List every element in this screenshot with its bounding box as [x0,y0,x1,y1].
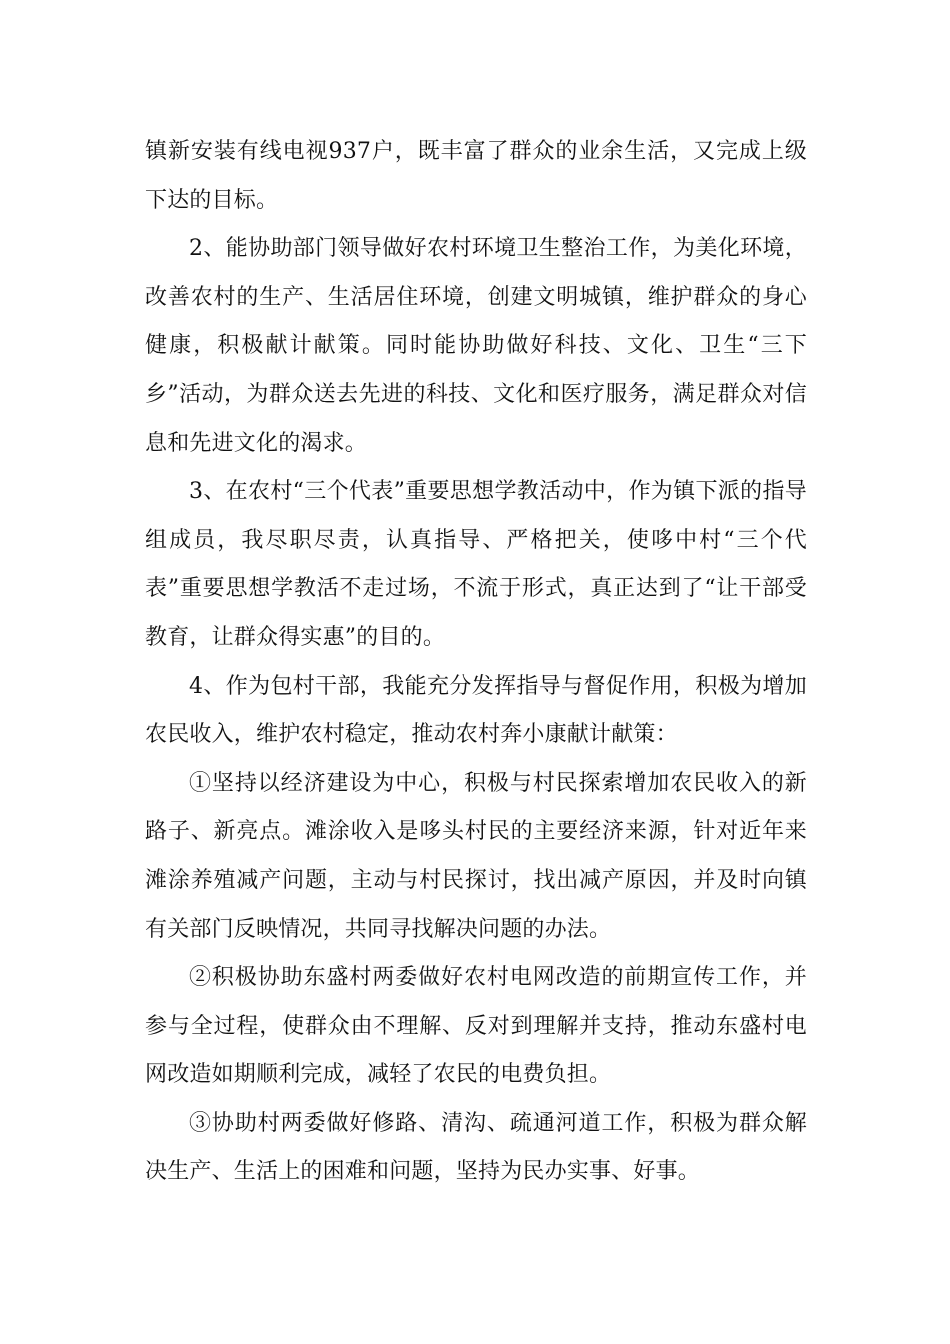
paragraph-item-2: 2、能协助部门领导做好农村环境卫生整治工作，为美化环境，改善农村的生产、生活居住环境，创建文明城镇，维护群众的身心健康，积极献计献策。同时能协助做好科技、文化、卫生“三下乡”活动，为群众送去先进的科技、文化和医疗服务，满足群众对信息和先进文化的渴求。 [145,236,807,456]
paragraph-subitem-2: ②积极协助东盛村两委做好农村电网改造的前期宣传工作，并参与全过程，使群众由不理解、反对到理解并支持，推动东盛村电网改造如期顺利完成，减轻了农民的电费负担。 [145,965,807,1088]
paragraph-subitem-3: ③协助村两委做好修路、清沟、疏通河道工作，积极为群众解决生产、生活上的困难和问题，坚持为民办实事、好事。 [145,1110,807,1185]
paragraph-subitem-1: ①坚持以经济建设为中心，积极与村民探索增加农民收入的新路子、新亮点。滩涂收入是哆头村民的主要经济来源，针对近年来滩涂养殖减产问题，主动与村民探讨，找出减产原因，并及时向镇有关部门反映情况，共同寻找解决问题的办法。 [145,770,807,942]
paragraph-continuation: 镇新安装有线电视937户，既丰富了群众的业余生活，又完成上级下达的目标。 [145,139,807,213]
paragraph-item-4: 4、作为包村干部，我能充分发挥指导与督促作用，积极为增加农民收入，维护农村稳定，推动农村奔小康献计献策： [145,673,807,748]
paragraph-item-3: 3、在农村“三个代表”重要思想学教活动中，作为镇下派的指导组成员，我尽职尽责，认真指导、严格把关，使哆中村“三个代表”重要思想学教活不走过场，不流于形式，真正达到了“让干部受教育，让群众得实惠”的目的。 [145,479,807,650]
document-body [145,128,807,1197]
